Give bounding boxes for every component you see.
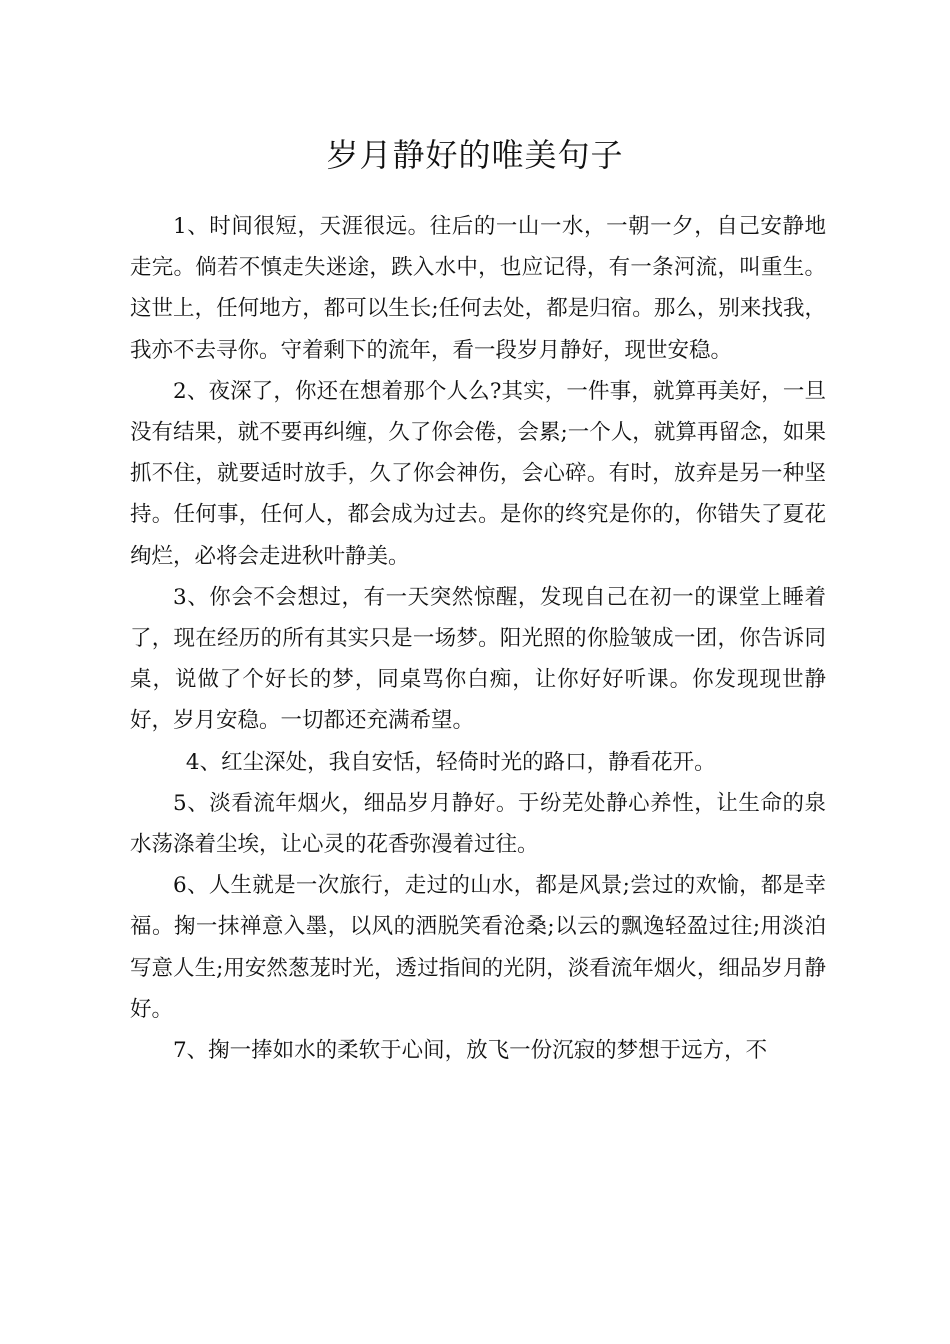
paragraph-2: 2、夜深了，你还在想着那个人么?其实，一件事，就算再美好，一旦没有结果，就不要再纠缠，久了你会倦，会累;一个人，就算再留念，如果抓不住，就要适时放手，久了你会神伤，会心碎。有时，放弃是另一种坚持。任何事，任何人，都会成为过去。是你的终究是你的，你错失了夏花绚烂，必将会走进秋叶静美。 — [130, 378, 826, 569]
document-body — [130, 206, 826, 1071]
paragraph-1: 1、时间很短，天涯很远。往后的一山一水，一朝一夕，自己安静地走完。倘若不慎走失迷途，跌入水中，也应记得，有一条河流，叫重生。这世上，任何地方，都可以生长;任何去处，都是归宿。那么，别来找我，我亦不去寻你。守着剩下的流年，看一段岁月静好，现世安稳。 — [130, 214, 826, 363]
paragraph-3: 3、你会不会想过，有一天突然惊醒，发现自己在初一的课堂上睡着了，现在经历的所有其实只是一场梦。阳光照的你脸皱成一团，你告诉同桌，说做了个好长的梦，同桌骂你白痴，让你好好听课。你发现现世静好，岁月安稳。一切都还充满希望。 — [130, 584, 826, 734]
paragraph-5: 5、淡看流年烟火，细品岁月静好。于纷芜处静心养性，让生命的泉水荡涤着尘埃，让心灵的花香弥漫着过往。 — [130, 790, 826, 858]
paragraph-6: 6、人生就是一次旅行，走过的山水，都是风景;尝过的欢愉，都是幸福。掬一抹禅意入墨，以风的洒脱笑看沧桑;以云的飘逸轻盈过往;用淡泊写意人生;用安然葱茏时光，透过指间的光阴，淡看流年烟火，细品岁月静好。 — [130, 873, 826, 1022]
paragraph-4: 4、红尘深处，我自安恬，轻倚时光的路口，静看花开。 — [185, 749, 716, 775]
paragraph-7: 7、掬一捧如水的柔软于心间，放飞一份沉寂的梦想于远方，不 — [173, 1038, 768, 1064]
document-title: 岁月静好的唯美句子 — [326, 136, 624, 174]
